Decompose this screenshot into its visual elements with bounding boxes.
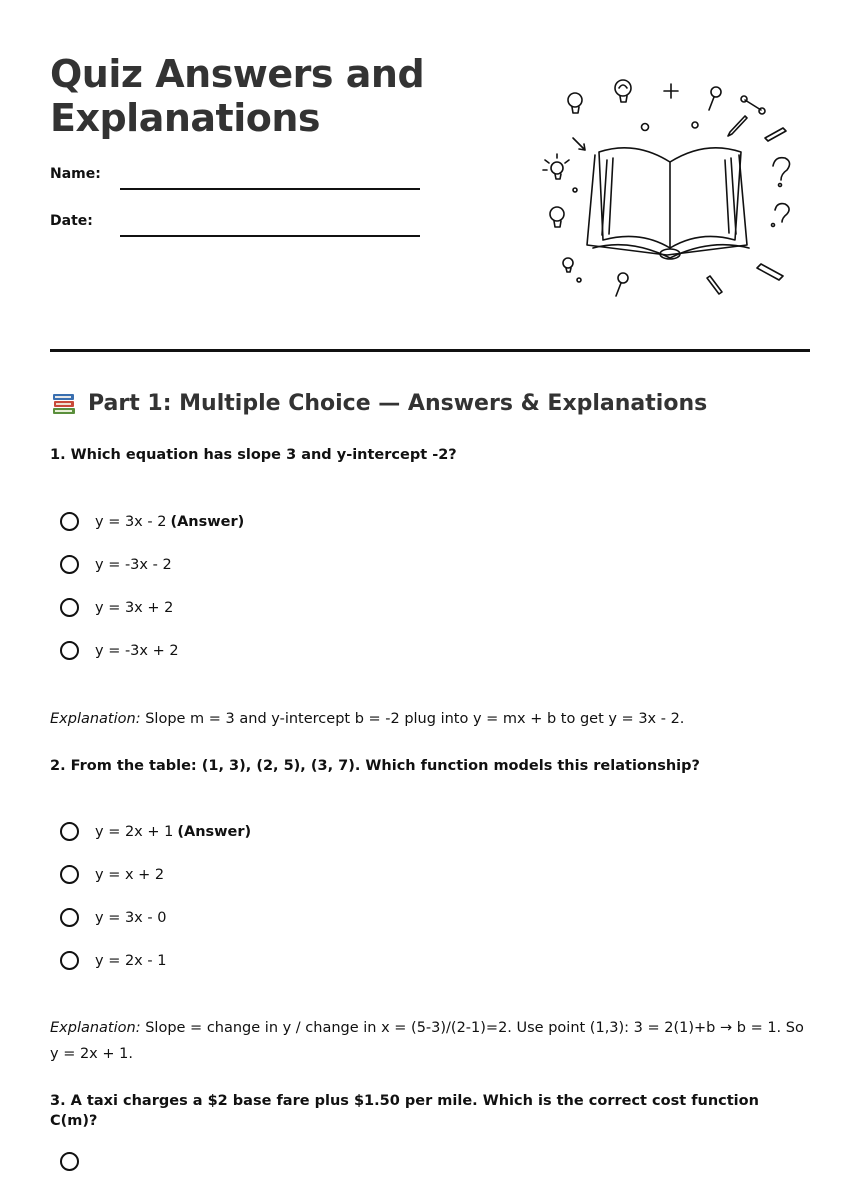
books-icon <box>50 390 78 418</box>
key-icon <box>709 87 721 110</box>
question-2: 2. From the table: (1, 3), (2, 5), (3, 7). Which function models this relationship? <box>50 758 700 774</box>
explanation-text: Slope m = 3 and y-intercept b = -2 plug into y = mx + b to get y = 3x - 2. <box>145 711 685 727</box>
divider <box>50 349 810 352</box>
page-title: Quiz Answers and Explanations <box>50 52 425 140</box>
answer-tag: (Answer) <box>177 823 252 840</box>
date-field <box>50 207 420 237</box>
explanation-label: Explanation: <box>50 1020 141 1036</box>
radio-button[interactable] <box>60 908 79 927</box>
answer-tag: (Answer) <box>170 513 245 530</box>
lightbulb-icon <box>543 154 569 179</box>
option-label: y = 3x - 0 <box>95 909 167 926</box>
tool-icon <box>741 96 765 114</box>
sparkle-icon <box>664 84 678 98</box>
pencil-icon <box>757 264 783 280</box>
option-label: y = 3x - 2 <box>95 513 167 530</box>
radio-button[interactable] <box>60 822 79 841</box>
option-label: y = x + 2 <box>95 866 165 883</box>
question-1: 1. Which equation has slope 3 and y-intercept -2? <box>50 447 457 463</box>
option-label: y = 2x + 1 <box>95 823 174 840</box>
radio-button[interactable] <box>60 598 79 617</box>
arrow-icon <box>573 138 585 150</box>
question-mark-icon <box>773 158 790 187</box>
option-label: y = -3x + 2 <box>95 642 179 659</box>
radio-button[interactable] <box>60 951 79 970</box>
option[interactable] <box>60 853 251 896</box>
lightbulb-icon <box>563 258 573 272</box>
option[interactable] <box>60 629 244 672</box>
lightbulb-icon <box>615 80 631 102</box>
option[interactable] <box>60 1140 95 1183</box>
option[interactable] <box>60 810 251 853</box>
explanation-1 <box>50 706 810 732</box>
pencil-icon <box>728 116 747 136</box>
lightbulb-icon <box>550 207 564 227</box>
pencil-icon <box>707 276 722 294</box>
date-line[interactable] <box>120 235 420 237</box>
option-label: y = 2x - 1 <box>95 952 167 969</box>
explanation-label: Explanation: <box>50 711 141 727</box>
option[interactable] <box>60 896 251 939</box>
question-2-options <box>60 810 251 982</box>
explanation-2 <box>50 1015 810 1067</box>
option-label: y = -3x - 2 <box>95 556 172 573</box>
option[interactable] <box>60 939 251 982</box>
name-field <box>50 160 420 190</box>
pencil-icon <box>765 128 786 141</box>
option-label: y = 3x + 2 <box>95 599 174 616</box>
question-mark-icon <box>772 204 790 227</box>
radio-button[interactable] <box>60 865 79 884</box>
question-1-options <box>60 500 244 672</box>
question-3-options <box>60 1140 95 1183</box>
open-book-illustration <box>535 70 805 310</box>
section-heading-text: Part 1: Multiple Choice — Answers & Explanations <box>88 391 708 416</box>
lightbulb-icon <box>568 93 582 113</box>
explanation-text: Slope = change in y / change in x = (5-3)/(2-1)=2. Use point (1,3): 3 = 2(1)+b → b = 1. So y = 2x + 1. <box>50 1020 804 1062</box>
book-icon <box>587 148 749 259</box>
name-line[interactable] <box>120 188 420 190</box>
option[interactable] <box>60 543 244 586</box>
name-label: Name: <box>50 166 101 182</box>
option[interactable] <box>60 586 244 629</box>
question-3: 3. A taxi charges a $2 base fare plus $1.50 per mile. Which is the correct cost function C(m)? <box>50 1093 759 1129</box>
radio-button[interactable] <box>60 512 79 531</box>
key-icon <box>616 273 628 296</box>
date-label: Date: <box>50 213 93 229</box>
section-heading <box>50 388 707 420</box>
radio-button[interactable] <box>60 555 79 574</box>
option[interactable] <box>60 500 244 543</box>
radio-button[interactable] <box>60 1152 79 1171</box>
radio-button[interactable] <box>60 641 79 660</box>
